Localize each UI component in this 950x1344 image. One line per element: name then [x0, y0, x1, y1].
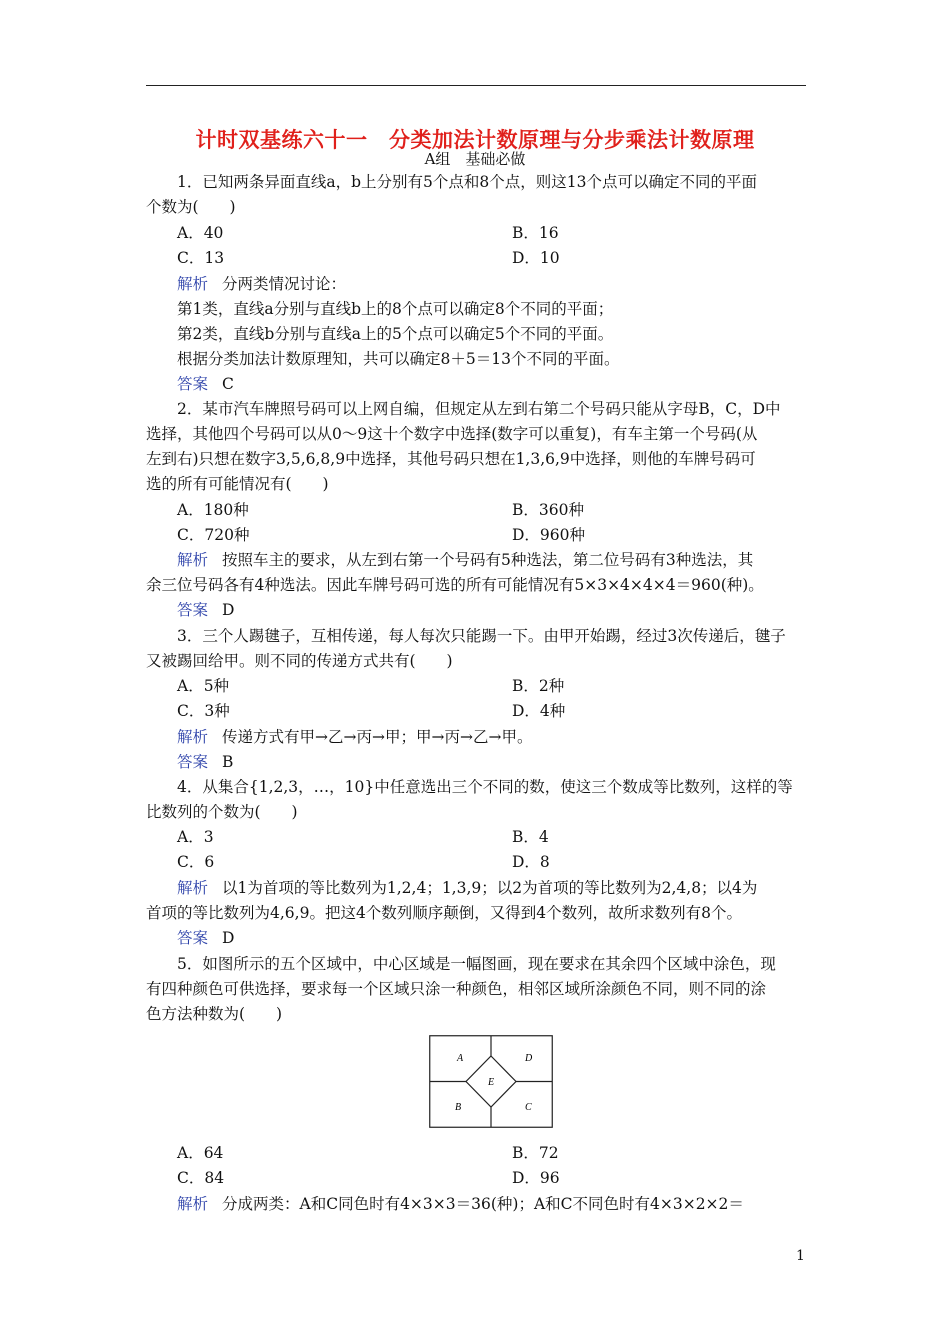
q5-option-a: A．64 [177, 1144, 224, 1162]
q4-option-a: A．3 [177, 828, 214, 846]
analysis-label: 解析 [177, 1195, 209, 1213]
analysis-label: 解析 [177, 275, 209, 293]
region-label-b: B [455, 1102, 462, 1113]
q5-analysis [177, 1194, 841, 1214]
analysis-label: 解析 [177, 728, 209, 746]
q2-answer [177, 600, 841, 620]
page-title: 计时双基练六十一 分类加法计数原理与分步乘法计数原理 [195, 127, 755, 152]
q3-analysis [177, 727, 841, 747]
q2-analysis-line-2: 余三位号码各有4种选法。因此车牌号码可选的所有可能情况有5×3×4×4×4＝960(种)。 [146, 576, 764, 594]
region-figure [429, 1035, 553, 1128]
answer-label: 答案 [177, 753, 209, 771]
q2-stem-line-4: 选的所有可能情况有( ) [146, 475, 329, 493]
q1-analysis-line-3: 第2类，直线b分别与直线a上的5个点可以确定5个不同的平面。 [177, 325, 614, 343]
q5-stem-line-1: 5．如图所示的五个区域中，中心区域是一幅图画，现在要求在其余四个区域中涂色，现 [177, 955, 776, 973]
q3-stem-line-1: 3．三个人踢毽子，互相传递，每人每次只能踢一下。由甲开始踢，经过3次传递后，毽子 [177, 627, 786, 645]
q3-option-c: C．3种 [177, 702, 230, 720]
analysis-label: 解析 [177, 551, 209, 569]
section-subtitle: A组 基础必做 [424, 150, 526, 168]
q4-analysis-line-2: 首项的等比数列为4,6,9。把这4个数列顺序颠倒，又得到4个数列，故所求数列有8个。 [146, 904, 743, 922]
q4-stem-line-2: 比数列的个数为( ) [146, 803, 298, 821]
answer-label: 答案 [177, 601, 209, 619]
analysis-label: 解析 [177, 879, 209, 897]
q3-answer [177, 752, 841, 772]
q5-stem-line-3: 色方法种数为( ) [146, 1005, 283, 1023]
q1-option-b: B．16 [512, 224, 559, 242]
q2-stem-line-2: 选择，其他四个号码可以从0～9这十个数字中选择(数字可以重复)，有车主第一个号码(从 [146, 425, 758, 443]
q4-stem-line-1: 4．从集合{1,2,3，…，10}中任意选出三个不同的数，使这三个数成等比数列，这样的等 [177, 778, 793, 796]
q3-stem-line-2: 又被踢回给甲。则不同的传递方式共有( ) [146, 652, 453, 670]
region-label-e: E [488, 1077, 495, 1088]
header-rule [146, 85, 806, 86]
q5-stem-line-2: 有四种颜色可供选择，要求每一个区域只涂一种颜色，相邻区域所涂颜色不同，则不同的涂 [146, 980, 767, 998]
region-label-c: C [525, 1102, 532, 1113]
q2-stem-line-3: 左到右)只想在数字3,5,6,8,9中选择，其他号码只想在1,3,6,9中选择，则他的车牌号码可 [146, 450, 756, 468]
q4-analysis [177, 878, 841, 898]
q1-option-c: C．13 [177, 249, 225, 267]
q1-answer-value: C [222, 375, 234, 393]
q2-stem-line-1: 2．某市汽车牌照号码可以上网自编，但规定从左到右第二个号码只能从字母B，C，D中 [177, 400, 781, 418]
page-number: 1 [796, 1248, 805, 1264]
q4-answer-value: D [222, 929, 235, 947]
q1-option-a: A．40 [177, 224, 224, 242]
q3-answer-value: B [222, 753, 234, 771]
q3-option-b: B．2种 [512, 677, 565, 695]
q5-option-c: C．84 [177, 1169, 225, 1187]
q1-answer [177, 374, 841, 394]
answer-label: 答案 [177, 929, 209, 947]
q4-option-c: C．6 [177, 853, 215, 871]
q4-option-b: B．4 [512, 828, 549, 846]
q1-option-d: D．10 [512, 249, 560, 267]
q5-option-b: B．72 [512, 1144, 559, 1162]
q1-analysis-text: 分两类情况讨论： [222, 275, 347, 293]
region-label-d: D [525, 1053, 533, 1064]
q2-analysis-text: 按照车主的要求，从左到右第一个号码有5种选法，第二位号码有3种选法，其 [222, 551, 754, 569]
q4-analysis-text: 以1为首项的等比数列为1,2,4；1,3,9；以2为首项的等比数列为2,4,8；以4为 [222, 879, 758, 897]
q4-option-d: D．8 [512, 853, 550, 871]
q3-option-d: D．4种 [512, 702, 566, 720]
q2-option-b: B．360种 [512, 501, 584, 519]
q4-answer [177, 928, 841, 948]
q1-analysis [177, 274, 841, 294]
q2-option-a: A．180种 [177, 501, 249, 519]
q5-option-d: D．96 [512, 1169, 560, 1187]
q1-stem-line-1: 1．已知两条异面直线a，b上分别有5个点和8个点，则这13个点可以确定不同的平面 [177, 173, 757, 191]
q3-option-a: A．5种 [177, 677, 230, 695]
q2-option-c: C．720种 [177, 526, 250, 544]
q1-stem-line-2: 个数为( ) [146, 198, 236, 216]
q2-analysis [177, 550, 841, 570]
region-label-a: A [457, 1053, 464, 1064]
q5-analysis-text: 分成两类：A和C同色时有4×3×3＝36(种)；A和C不同色时有4×3×2×2＝ [222, 1195, 744, 1213]
q3-analysis-text: 传递方式有甲→乙→丙→甲；甲→丙→乙→甲。 [222, 728, 533, 746]
q2-answer-value: D [222, 601, 235, 619]
answer-label: 答案 [177, 375, 209, 393]
q1-analysis-line-2: 第1类，直线a分别与直线b上的8个点可以确定8个不同的平面； [177, 300, 614, 318]
q2-option-d: D．960种 [512, 526, 586, 544]
q1-analysis-line-4: 根据分类加法计数原理知，共可以确定8＋5＝13个不同的平面。 [177, 350, 620, 368]
